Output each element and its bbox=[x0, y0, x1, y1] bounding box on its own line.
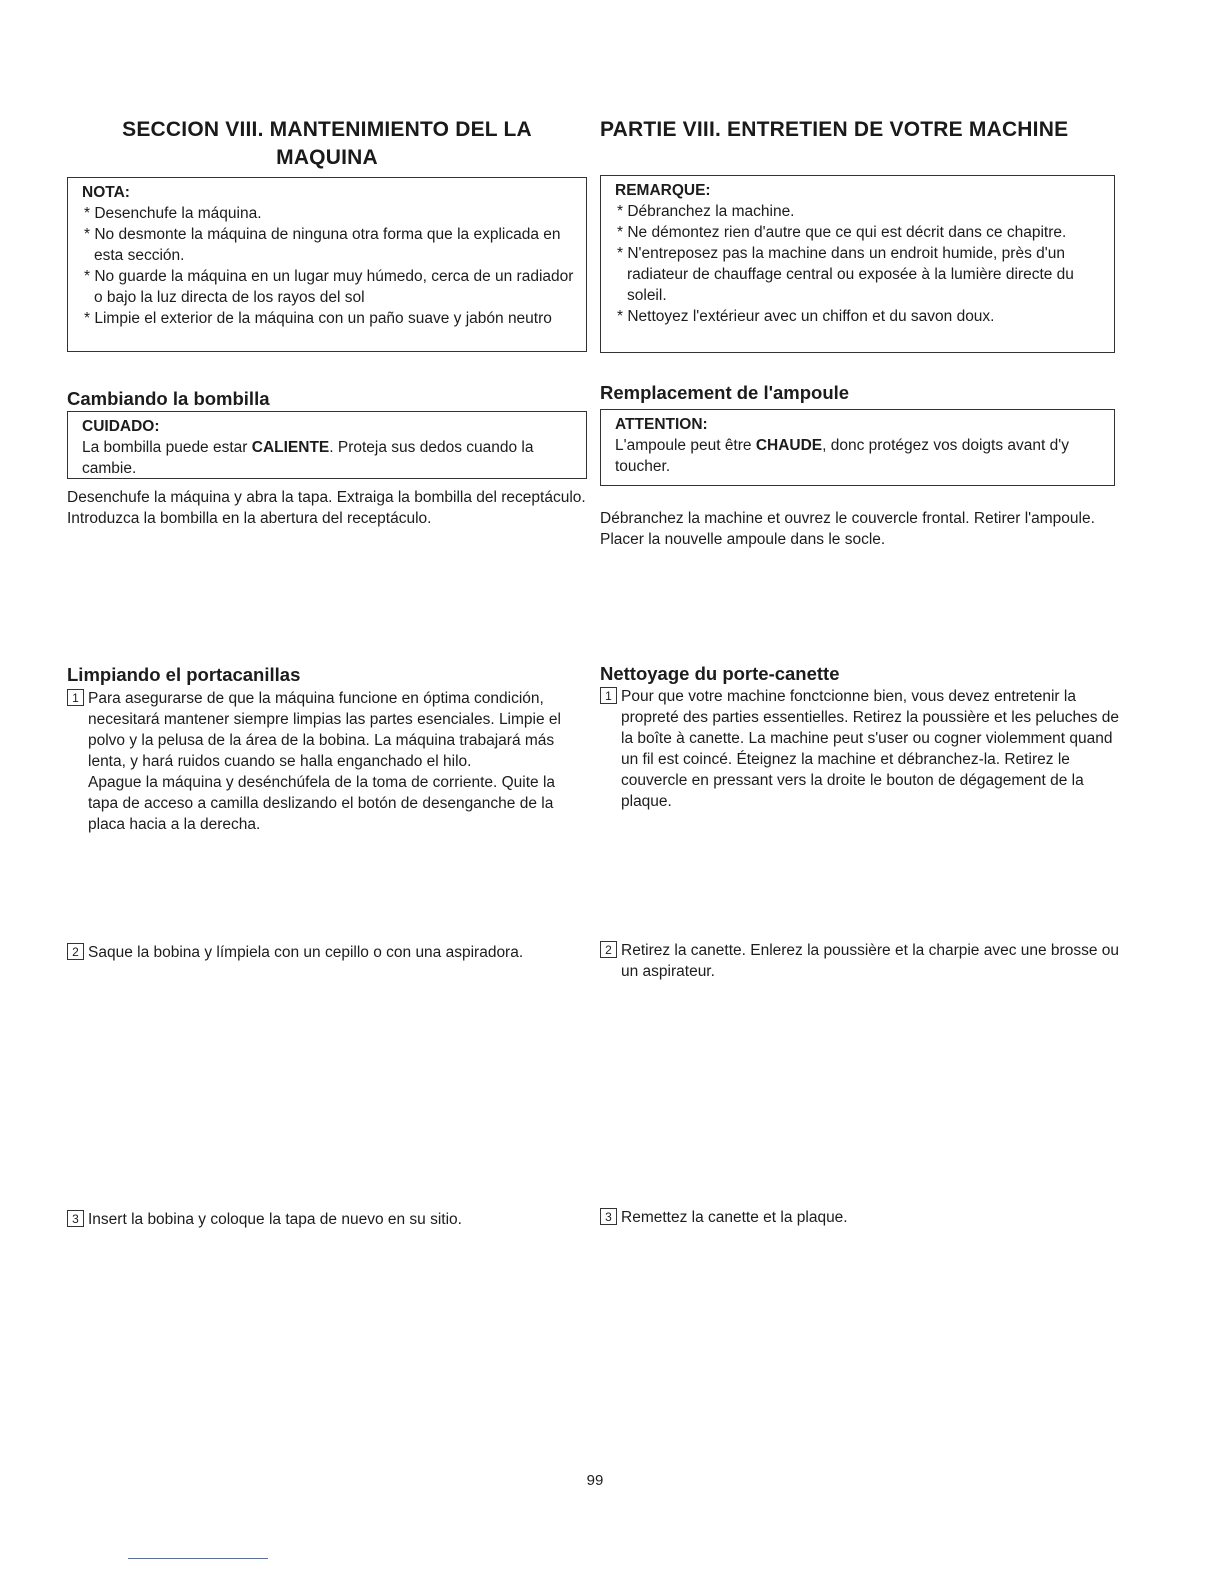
step2-text-es: Saque la bobina y límpiela con un cepillo o con una aspiradora. bbox=[88, 944, 524, 961]
caution-box-es bbox=[67, 411, 587, 479]
step-number-box: 1 bbox=[600, 687, 617, 704]
section-title-es bbox=[67, 116, 587, 172]
bulb-text-es: Desenchufe la máquina y abra la tapa. Extraiga la bombilla del receptáculo. Introduzca la bombilla en la abertura del receptáculo. bbox=[67, 489, 586, 527]
step1-text-es: Para asegurarse de que la máquina funcione en óptima condición, necesitará mantener siempre limpias las partes esenciales. Limpie el polvo y la pelusa de la área de la bobina. La máquina trabajará más lenta, y hará ruidos cuando se halla enganchado el hilo. bbox=[88, 690, 561, 770]
step-number-box: 2 bbox=[600, 941, 617, 958]
bulb-title-es: Cambiando la bombilla bbox=[67, 388, 270, 409]
step1-es bbox=[67, 688, 587, 835]
section-title-es-line2: MAQUINA bbox=[276, 146, 378, 169]
step-number-box: 1 bbox=[67, 689, 84, 706]
step2-es bbox=[67, 942, 587, 963]
caution-label-es: CUIDADO: bbox=[82, 418, 160, 435]
step-number-box: 2 bbox=[67, 943, 84, 960]
step2-text-fr: Retirez la canette. Enlerez la poussière et la charpie avec une brosse ou un aspirateur. bbox=[621, 942, 1120, 980]
note-box-es bbox=[67, 177, 587, 352]
step3-es bbox=[67, 1209, 587, 1230]
step2-fr bbox=[600, 940, 1120, 982]
caution-text-bold-es: CALIENTE bbox=[251, 439, 330, 456]
note-item-es: * No desmonte la máquina de ninguna otra forma que la explicada en esta sección. bbox=[82, 224, 578, 266]
caution-text-es bbox=[82, 437, 578, 479]
step3-text-es: Insert la bobina y coloque la tapa de nuevo en su sitio. bbox=[88, 1211, 462, 1228]
caution-text-fr bbox=[615, 435, 1106, 477]
caution-text-post-fr: , donc protégez vos doigts avant d'y toucher. bbox=[615, 437, 1069, 475]
note-item-es: * Desenchufe la máquina. bbox=[82, 203, 578, 224]
step1-fr bbox=[600, 686, 1120, 812]
note-item-fr: * Débranchez la machine. bbox=[615, 201, 1106, 222]
note-list-fr bbox=[615, 201, 1106, 327]
step-number-box: 3 bbox=[600, 1208, 617, 1225]
step3-fr bbox=[600, 1207, 1120, 1228]
step1-text2-es: Apague la máquina y desénchúfela de la toma de corriente. Quite la tapa de acceso a camilla deslizando el botón de desenganche de la placa hacia a la derecha. bbox=[88, 774, 556, 833]
step-number-box: 3 bbox=[67, 1210, 84, 1227]
caution-label-fr: ATTENTION: bbox=[615, 416, 708, 433]
note-item-fr: * Ne démontez rien d'autre que ce qui est décrit dans ce chapitre. bbox=[615, 222, 1106, 243]
bobbin-title-fr: Nettoyage du porte-canette bbox=[600, 663, 840, 684]
note-item-es: * Limpie el exterior de la máquina con un paño suave y jabón neutro bbox=[82, 308, 578, 329]
note-label-fr: REMARQUE: bbox=[615, 182, 711, 199]
caution-text-post-es: . Proteja sus dedos cuando la cambie. bbox=[82, 439, 534, 477]
step3-text-fr: Remettez la canette et la plaque. bbox=[621, 1209, 848, 1226]
bobbin-title-es: Limpiando el portacanillas bbox=[67, 664, 301, 685]
note-list-es bbox=[82, 203, 578, 329]
section-title-es-line1: SECCION VIII. MANTENIMIENTO DEL LA bbox=[122, 118, 532, 141]
section-title-fr: PARTIE VIII. ENTRETIEN DE VOTRE MACHINE bbox=[600, 118, 1069, 141]
caution-box-fr bbox=[600, 409, 1115, 486]
note-box-fr bbox=[600, 175, 1115, 353]
caution-text-bold-fr: CHAUDE bbox=[755, 437, 823, 454]
note-label-es: NOTA: bbox=[82, 184, 130, 201]
caution-text-pre-es: La bombilla puede estar bbox=[82, 439, 252, 456]
footer-rule bbox=[128, 1558, 268, 1559]
note-item-fr: * N'entreposez pas la machine dans un endroit humide, près d'un radiateur de chauffage central ou exposée à la lumière directe du soleil. bbox=[615, 243, 1106, 306]
step1-text-fr: Pour que votre machine fonctcionne bien, vous devez entretenir la propreté des parties essentielles. Retirez la poussière et les peluches de la boîte à canette. La machine peut s'user ou cogner violemment quand un fil est coincé. Éteignez la machine et débranchez-la. Retirez le couvercle en pressant vers la droite le bouton de dégagement de la plaque. bbox=[621, 688, 1119, 810]
bulb-title-fr: Remplacement de l'ampoule bbox=[600, 382, 850, 403]
note-item-es: * No guarde la máquina en un lugar muy húmedo, cerca de un radiador o bajo la luz directa de los rayos del sol bbox=[82, 266, 578, 308]
page-number: 99 bbox=[586, 1472, 604, 1489]
bulb-text-fr: Débranchez la machine et ouvrez le couvercle frontal. Retirer l'ampoule. Placer la nouvelle ampoule dans le socle. bbox=[600, 510, 1095, 548]
caution-text-pre-fr: L'ampoule peut être bbox=[615, 437, 756, 454]
note-item-fr: * Nettoyez l'extérieur avec un chiffon et du savon doux. bbox=[615, 306, 1106, 327]
